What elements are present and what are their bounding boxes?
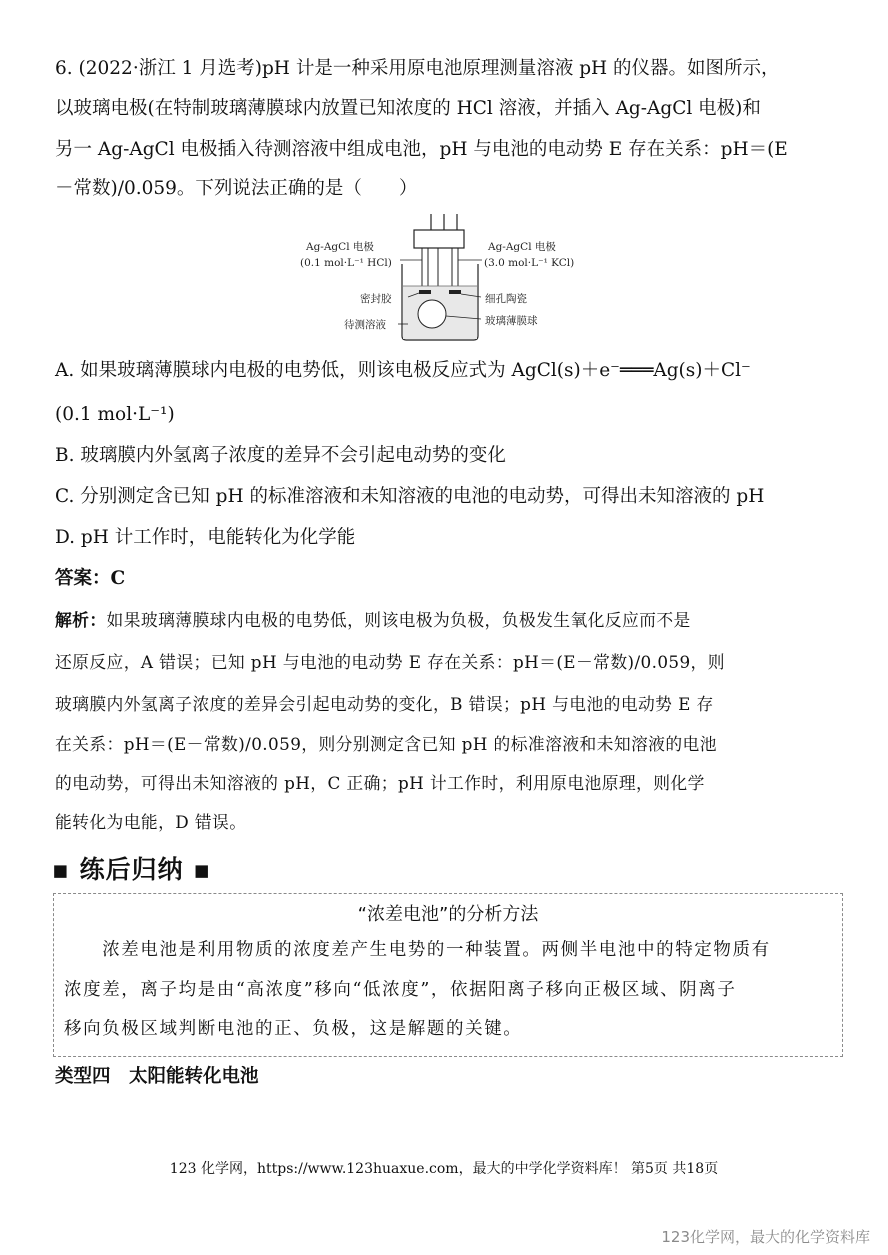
- analysis-text-1: 如果玻璃薄膜球内电极的电势低，则该电极为负极，负极发生氧化反应而不是: [106, 610, 691, 630]
- option-b: B. 玻璃膜内外氢离子浓度的差异不会引起电动势的变化: [55, 445, 506, 466]
- answer-value: C: [110, 568, 126, 589]
- ph-meter-diagram: [298, 214, 598, 344]
- option-a-line-2: (0.1 mol·L⁻¹): [55, 404, 175, 425]
- seal-label: 密封胶: [360, 293, 392, 305]
- section-title: ▪ 练后归纳 ▪: [52, 855, 212, 884]
- analysis-label: 解析：: [55, 610, 107, 630]
- question-line-1: 6. (2022·浙江 1 月选考)pH 计是一种采用原电池原理测量溶液 pH 的仪器。如图所示，: [55, 58, 780, 79]
- analysis-line-4: 在关系：pH＝(E－常数)/0.059，则分别测定含已知 pH 的标准溶液和未知溶液的电池: [55, 734, 717, 754]
- analysis-line-1: [55, 607, 691, 633]
- question-line-4: －常数)/0.059。下列说法正确的是（ ）: [55, 178, 418, 199]
- summary-title: “浓差电池”的分析方法: [357, 904, 539, 925]
- option-d: D. pH 计工作时，电能转化为化学能: [55, 527, 356, 548]
- option-a-line-1: A. 如果玻璃薄膜球内电极的电势低，则该电极反应式为 AgCl(s)＋e⁻═══Ag(s)＋Cl⁻: [55, 360, 751, 381]
- analysis-line-5: 的电动势，可得出未知溶液的 pH，C 正确；pH 计工作时，利用原电池原理，则化学: [55, 773, 705, 793]
- summary-line-3: 移向负极区域判断电池的正、负极，这是解题的关键。: [64, 1019, 523, 1039]
- analysis-line-6: 能转化为电能，D 错误。: [55, 812, 247, 832]
- left-electrode-label: Ag-AgCl 电极: [306, 241, 374, 253]
- left-electrode-solution: (0.1 mol·L⁻¹ HCl): [300, 257, 392, 269]
- option-c: C. 分别测定含已知 pH 的标准溶液和未知溶液的电池的电动势，可得出未知溶液的 pH: [55, 486, 765, 507]
- solution-label: 待测溶液: [344, 319, 386, 331]
- question-line-3: 另一 Ag-AgCl 电极插入待测溶液中组成电池，pH 与电池的电动势 E 存在关系：pH＝(E: [55, 139, 788, 160]
- analysis-line-3: 玻璃膜内外氢离子浓度的差异会引起电动势的变化，B 错误；pH 与电池的电动势 E 存: [55, 694, 714, 714]
- answer: [55, 566, 125, 592]
- summary-box: [53, 893, 843, 1057]
- right-electrode-solution: (3.0 mol·L⁻¹ KCl): [484, 257, 575, 269]
- summary-line-1: 浓差电池是利用物质的浓度差产生电势的一种装置。两侧半电池中的特定物质有: [64, 940, 771, 960]
- ceramic-label: 细孔陶瓷: [485, 293, 527, 305]
- question-line-2: 以玻璃电极(在特制玻璃薄膜球内放置已知浓度的 HCl 溶液，并插入 Ag-AgCl 电极)和: [55, 98, 761, 119]
- glass-bulb-label: 玻璃薄膜球: [485, 315, 538, 327]
- watermark: 123化学网，最大的化学资料库: [661, 1228, 870, 1246]
- right-electrode-label: Ag-AgCl 电极: [488, 241, 556, 253]
- type-heading: 类型四 太阳能转化电池: [55, 1066, 259, 1087]
- answer-label: 答案：: [55, 568, 111, 589]
- summary-line-2: 浓度差，离子均是由“高浓度”移向“低浓度”，依据阳离子移向正极区域、阴离子: [64, 980, 737, 1000]
- page-footer: 123 化学网，https://www.123huaxue.com，最大的中学化学资料库！ 第5页 共18页: [169, 1161, 719, 1177]
- analysis-line-2: 还原反应，A 错误；已知 pH 与电池的电动势 E 存在关系：pH＝(E－常数)/0.059，则: [55, 652, 725, 672]
